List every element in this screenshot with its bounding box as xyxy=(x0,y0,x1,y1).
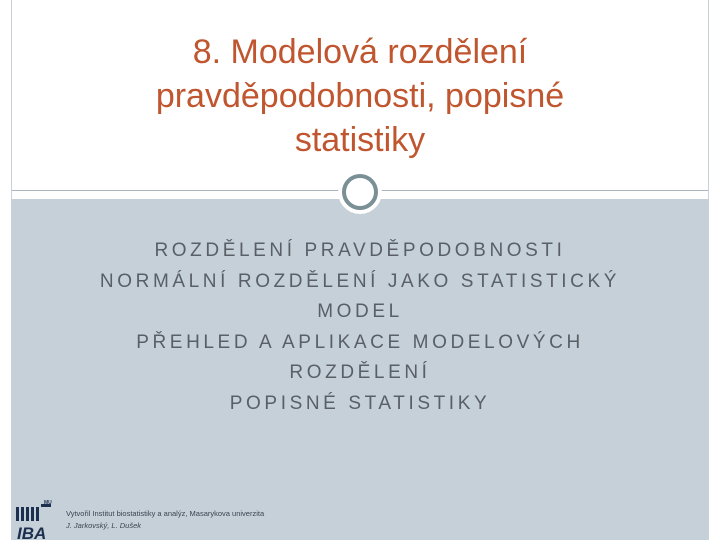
slide-title-line: 8. Modelová rozdělení xyxy=(192,33,528,71)
iba-logo-text: IBA xyxy=(17,524,47,543)
topic-line: POPISNÉ STATISTIKY xyxy=(229,392,491,414)
topic-line: NORMÁLNÍ ROZDĚLENÍ JAKO STATISTICKÝ xyxy=(99,270,621,292)
topic-line: ROZDĚLENÍ xyxy=(289,362,431,383)
mu-mark: MU xyxy=(44,500,52,506)
footer-institution: Vytvořil Institut biostatistiky a analýz, Masarykova univerzita xyxy=(66,509,265,518)
topic-line: ROZDĚLENÍ PRAVDĚPODOBNOSTI xyxy=(154,240,566,261)
slide-title-line: statistiky xyxy=(294,121,426,159)
topic-list xyxy=(30,236,690,419)
slide-title xyxy=(20,30,700,162)
footer-authors: J. Jarkovský, L. Dušek xyxy=(66,521,142,530)
slide-frame-right xyxy=(708,0,709,540)
topic-line: MODEL xyxy=(317,301,403,322)
slide-title-line: pravděpodobnosti, popisné xyxy=(155,77,565,115)
circle-ring-icon xyxy=(342,174,378,210)
footer-credit xyxy=(66,508,264,532)
topic-line: PŘEHLED A APLIKACE MODELOVÝCH xyxy=(136,331,584,353)
